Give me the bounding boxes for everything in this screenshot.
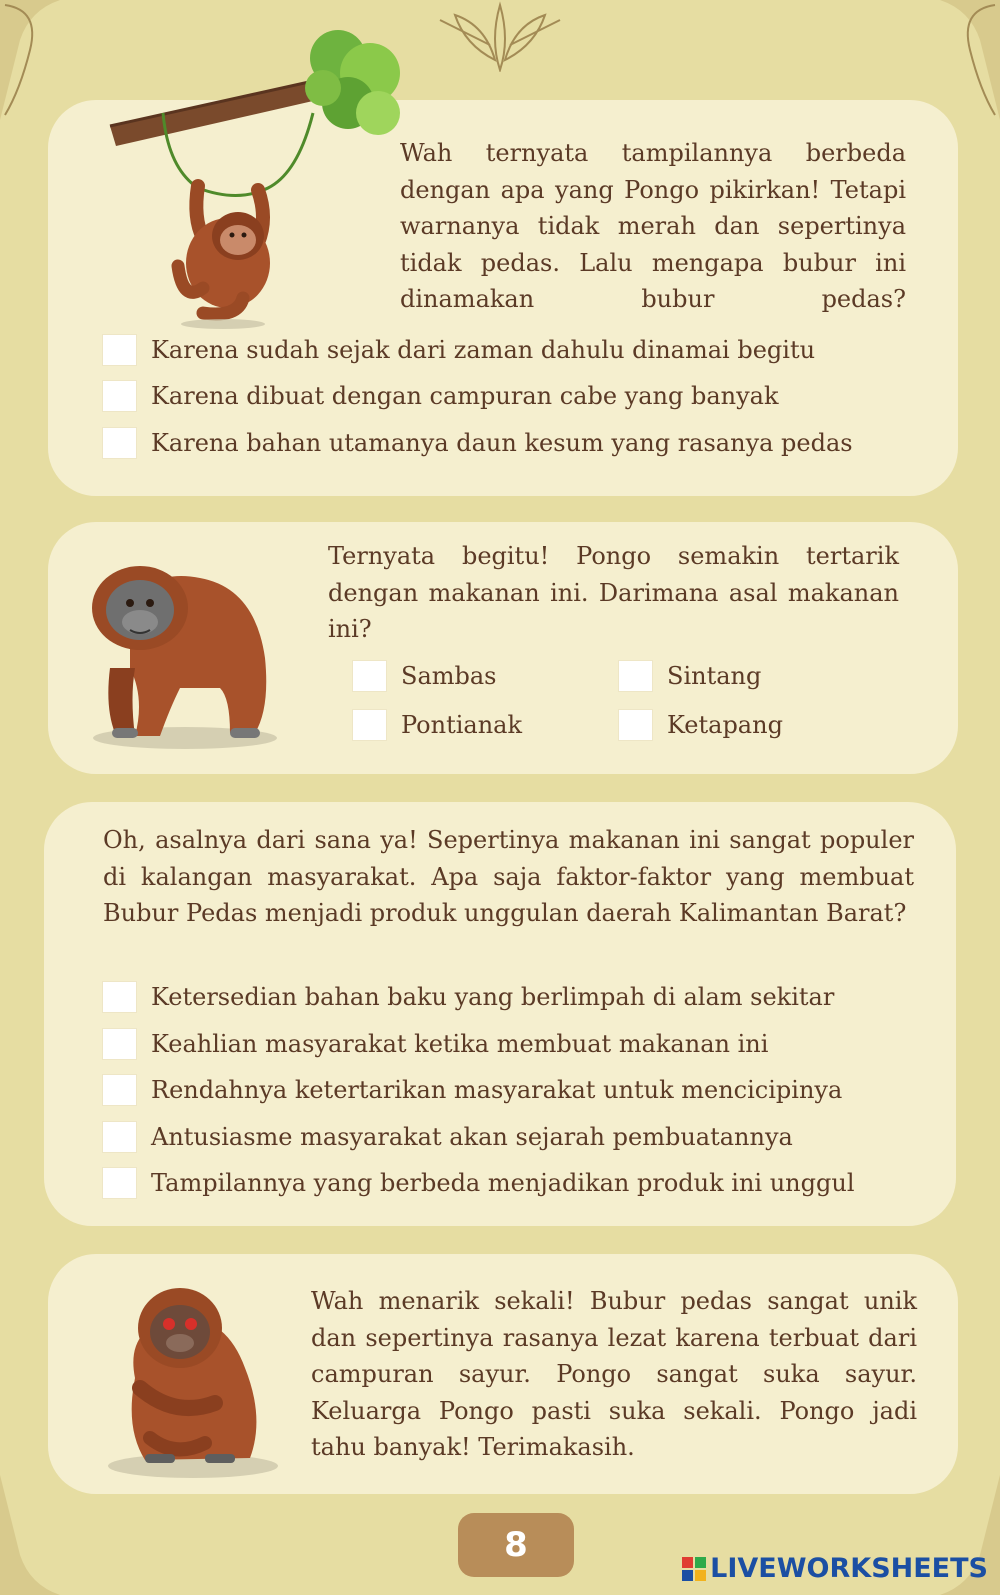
option-label: Antusiasme masyarakat akan sejarah pembuatannya — [151, 1123, 793, 1151]
option-label: Ketapang — [667, 711, 783, 739]
card2-option-ketapang[interactable] — [618, 709, 783, 741]
checkbox[interactable] — [102, 1028, 137, 1060]
option-label: Ketersedian bahan baku yang berlimpah di alam sekitar — [151, 983, 835, 1011]
card1-option-3[interactable] — [102, 427, 853, 459]
option-label: Sintang — [667, 662, 762, 690]
option-label: Keahlian masyarakat ketika membuat makanan ini — [151, 1030, 769, 1058]
option-label: Tampilannya yang berbeda menjadikan produk ini unggul — [151, 1169, 855, 1197]
card3-option-3[interactable] — [102, 1074, 842, 1106]
liveworksheets-logo — [681, 1553, 988, 1584]
standing-orangutan-illustration — [90, 548, 285, 753]
card3-option-2[interactable] — [102, 1028, 768, 1060]
option-label: Rendahnya ketertarikan masyarakat untuk mencicipinya — [151, 1076, 843, 1104]
option-label: Pontianak — [401, 711, 523, 739]
card4-message-text: Wah menarik sekali! Bubur pedas sangat unik dan sepertinya rasanya lezat karena terbuat dari campuran sayur. Pongo sangat suka sayur. Keluarga Pongo pasti suka sekali. Pongo jadi tahu banyak! Terimakasih. — [311, 1287, 917, 1461]
card1-option-2[interactable] — [102, 380, 779, 412]
card3-option-4[interactable] — [102, 1121, 793, 1153]
checkbox[interactable] — [102, 427, 137, 459]
card3-option-1[interactable] — [102, 981, 834, 1013]
card2-option-sambas[interactable] — [352, 660, 497, 692]
leaf-ornament-top — [435, 0, 565, 72]
option-label: Karena dibuat dengan campuran cabe yang banyak — [151, 382, 779, 410]
liveworksheets-grid-icon — [681, 1556, 707, 1582]
card3-question-text: Oh, asalnya dari sana ya! Sepertinya makanan ini sangat populer di kalangan masyarakat. Apa saja faktor-faktor yang membuat Bubur Pedas menjadi produk unggulan daerah Kalimantan Barat? — [103, 826, 914, 927]
checkbox[interactable] — [102, 1121, 137, 1153]
card1-question-text: Wah ternyata tampilannya berbeda dengan apa yang Pongo pikirkan! Tetapi warnanya tidak merah dan sepertinya tidak pedas. Lalu mengapa bubur ini dinamakan bubur pedas? — [400, 139, 906, 313]
checkbox[interactable] — [618, 709, 653, 741]
option-label: Karena sudah sejak dari zaman dahulu dinamai begitu — [151, 336, 816, 364]
card2-option-pontianak[interactable] — [352, 709, 522, 741]
checkbox[interactable] — [102, 334, 137, 366]
liveworksheets-brand-text: LIVEWORKSHEETS — [710, 1553, 988, 1584]
checkbox[interactable] — [102, 380, 137, 412]
sitting-orangutan-illustration — [105, 1268, 285, 1480]
card1-option-1[interactable] — [102, 334, 815, 366]
option-label: Sambas — [401, 662, 497, 690]
checkbox[interactable] — [102, 981, 137, 1013]
checkbox[interactable] — [352, 660, 387, 692]
card2-question-text: Ternyata begitu! Pongo semakin tertarik dengan makanan ini. Darimana asal makanan ini? — [328, 542, 899, 643]
checkbox[interactable] — [102, 1074, 137, 1106]
hanging-orangutan-illustration — [108, 18, 413, 333]
option-label: Karena bahan utamanya daun kesum yang rasanya pedas — [151, 429, 853, 457]
page-number-badge: 8 — [458, 1513, 574, 1577]
checkbox[interactable] — [618, 660, 653, 692]
card2-option-sintang[interactable] — [618, 660, 761, 692]
checkbox[interactable] — [102, 1167, 137, 1199]
card3-option-5[interactable] — [102, 1167, 855, 1199]
checkbox[interactable] — [352, 709, 387, 741]
